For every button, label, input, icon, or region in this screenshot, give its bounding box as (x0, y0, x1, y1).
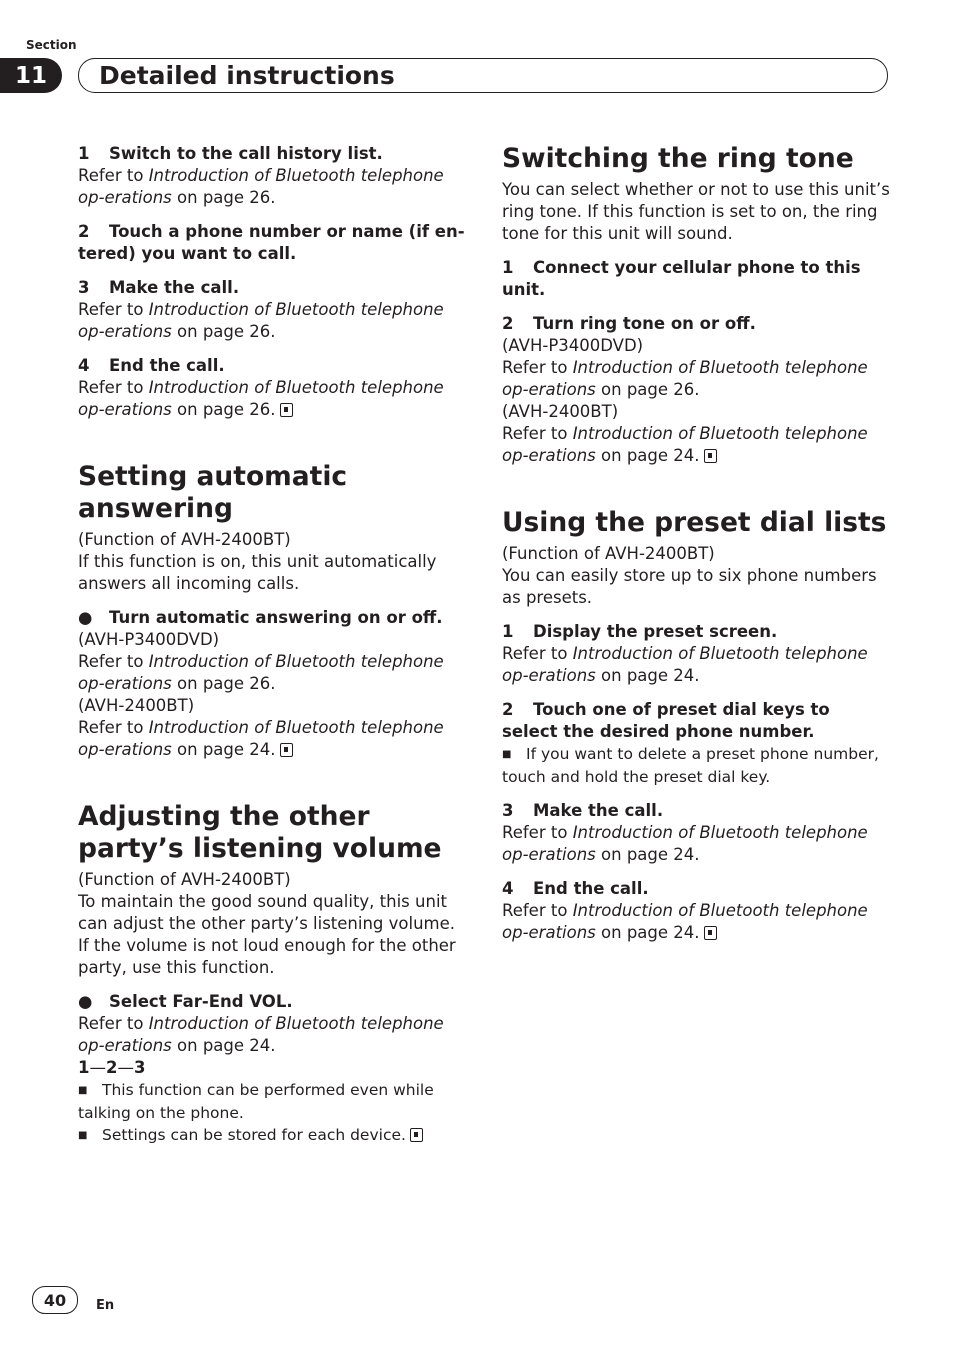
ref-link-text: Introduction of Bluetooth telephone op-erations (502, 823, 868, 864)
auto-answer-function: (Function of AVH-2400BT) (78, 530, 291, 549)
step-number: 2 (502, 314, 514, 333)
auto-answer-intro: If this function is on, this unit automatically answers all incoming calls. (78, 552, 437, 593)
preset-intro: You can easily store up to six phone numbers as presets. (502, 566, 877, 607)
bullet-text: Select Far-End VOL. (109, 992, 293, 1011)
seq-dash: — (89, 1058, 106, 1077)
ref-link-text: Introduction of Bluetooth telephone op-erations (502, 901, 868, 942)
note-square-icon: ■ (502, 749, 512, 760)
auto-answer-model-2: (AVH-2400BT) (78, 696, 195, 715)
ref-prefix: Refer to (502, 644, 573, 663)
section-number-tab: 11 (0, 58, 62, 93)
ref-suffix: on page 26. (171, 674, 276, 693)
step-3-ref (78, 299, 466, 343)
section-label: Section (26, 38, 77, 52)
ref-link-text: Introduction of Bluetooth telephone op-erations (78, 166, 444, 207)
ref-suffix: on page 24. (595, 666, 700, 685)
step-text: End the call. (109, 356, 225, 375)
ref-prefix: Refer to (78, 300, 149, 319)
language-code: En (96, 1298, 115, 1313)
ring-model-2: (AVH-2400BT) (502, 402, 619, 421)
preset-step-1 (502, 621, 890, 643)
step-number: 1 (502, 622, 514, 641)
auto-answer-model-1: (AVH-P3400DVD) (78, 630, 220, 649)
ref-suffix: on page 26. (595, 380, 700, 399)
page-number: 40 (32, 1286, 78, 1314)
ref-prefix: Refer to (78, 378, 149, 397)
section-title-box (78, 58, 888, 93)
preset-step-4 (502, 878, 890, 900)
ref-link-text: Introduction of Bluetooth telephone op-erations (502, 424, 868, 465)
step-3-title (78, 277, 466, 299)
ref-prefix: Refer to (78, 1014, 149, 1033)
ref-suffix: on page 26. (171, 322, 276, 341)
ring-ref-1 (502, 357, 890, 401)
ring-ref-2 (502, 423, 890, 467)
auto-answer-ref-2 (78, 717, 466, 761)
step-text: Turn ring tone on or off. (533, 314, 756, 333)
ring-model-1: (AVH-P3400DVD) (502, 336, 644, 355)
ref-suffix: on page 24. (595, 845, 700, 864)
volume-intro: To maintain the good sound quality, this unit can adjust the other party’s listening volume. If the volume is not loud enough for the other party, use this function. (78, 892, 456, 977)
note-square-icon: ■ (78, 1130, 88, 1141)
ref-prefix: Refer to (502, 424, 573, 443)
heading-ring-tone: Switching the ring tone (502, 143, 854, 174)
seq-1: 1 (78, 1058, 90, 1077)
ref-link-text: Introduction of Bluetooth telephone op-erations (78, 378, 444, 419)
step-number: 3 (502, 801, 514, 820)
end-of-section-icon (704, 926, 717, 940)
step-text: Make the call. (533, 801, 664, 820)
preset-ref-4 (502, 900, 890, 944)
bullet-text: Turn automatic answering on or off. (109, 608, 443, 627)
step-text: Make the call. (109, 278, 240, 297)
ref-link-text: Introduction of Bluetooth telephone op-erations (502, 644, 868, 685)
auto-answer-ref-1 (78, 651, 466, 695)
step-number: 1 (78, 144, 90, 163)
ref-suffix: on page 26. (171, 400, 276, 419)
ring-intro: You can select whether or not to use this unit’s ring tone. If this function is set to on, the ring tone for this unit will sound. (502, 180, 890, 243)
note-square-icon: ■ (78, 1085, 88, 1096)
ref-suffix: on page 24. (595, 446, 700, 465)
end-of-section-icon (280, 743, 293, 757)
preset-step-2 (502, 699, 890, 743)
step-4-ref (78, 377, 466, 421)
ring-step-1 (502, 257, 890, 301)
step-text: Switch to the call history list. (109, 144, 383, 163)
step-number: 2 (78, 222, 90, 241)
step-number: 3 (78, 278, 90, 297)
seq-dash: — (117, 1058, 134, 1077)
ref-link-text: Introduction of Bluetooth telephone op-erations (78, 1014, 444, 1055)
preset-function: (Function of AVH-2400BT) (502, 544, 715, 563)
ref-link-text: Introduction of Bluetooth telephone op-erations (78, 300, 444, 341)
ref-link-text: Introduction of Bluetooth telephone op-erations (78, 718, 444, 759)
heading-preset: Using the preset dial lists (502, 507, 887, 538)
ref-suffix: on page 24. (171, 1036, 276, 1055)
end-of-section-icon (704, 449, 717, 463)
note-text: Settings can be stored for each device. (102, 1126, 406, 1144)
step-text: Touch one of preset dial keys to select the desired phone number. (502, 700, 830, 741)
step-1-title (78, 143, 466, 165)
ref-suffix: on page 24. (171, 740, 276, 759)
preset-note (502, 743, 890, 788)
step-2-title (78, 221, 466, 265)
bullet-icon: ● (78, 608, 93, 627)
ref-prefix: Refer to (78, 652, 149, 671)
bullet-icon: ● (78, 992, 93, 1011)
preset-step-3 (502, 800, 890, 822)
step-1-ref (78, 165, 466, 209)
volume-bullet (78, 991, 466, 1013)
ref-prefix: Refer to (502, 901, 573, 920)
ref-prefix: Refer to (502, 358, 573, 377)
seq-2: 2 (105, 1058, 118, 1077)
ref-suffix: on page 26. (171, 188, 276, 207)
volume-note-2 (78, 1124, 466, 1147)
ref-link-text: Introduction of Bluetooth telephone op-erations (78, 652, 444, 693)
ref-suffix: on page 24. (595, 923, 700, 942)
step-number: 2 (502, 700, 514, 719)
right-column (502, 143, 890, 944)
heading-auto-answer: Setting automatic answering (78, 461, 348, 524)
ref-prefix: Refer to (78, 718, 149, 737)
ref-link-text: Introduction of Bluetooth telephone op-erations (502, 358, 868, 399)
auto-answer-bullet (78, 607, 466, 629)
note-text: This function can be performed even while talking on the phone. (78, 1081, 434, 1122)
step-number: 1 (502, 258, 514, 277)
step-text: Touch a phone number or name (if en-tered) you want to call. (78, 222, 465, 263)
end-of-section-icon (280, 403, 293, 417)
step-text: Display the preset screen. (533, 622, 778, 641)
left-column (78, 143, 466, 1147)
section-title: Detailed instructions (99, 61, 395, 90)
seq-3: 3 (133, 1058, 146, 1077)
ref-prefix: Refer to (502, 823, 573, 842)
preset-ref-1 (502, 643, 890, 687)
preset-ref-3 (502, 822, 890, 866)
step-number: 4 (78, 356, 90, 375)
ring-step-2 (502, 313, 890, 335)
step-number: 4 (502, 879, 514, 898)
ref-prefix: Refer to (78, 166, 149, 185)
volume-note-1 (78, 1079, 466, 1124)
end-of-section-icon (410, 1128, 423, 1142)
step-text: Connect your cellular phone to this unit. (502, 258, 861, 299)
heading-volume: Adjusting the other party’s listening volume (78, 801, 442, 864)
step-4-title (78, 355, 466, 377)
step-text: End the call. (533, 879, 649, 898)
note-text: If you want to delete a preset phone number, touch and hold the preset dial key. (502, 745, 879, 786)
volume-function: (Function of AVH-2400BT) (78, 870, 291, 889)
volume-sequence (78, 1057, 466, 1079)
volume-ref (78, 1013, 466, 1057)
